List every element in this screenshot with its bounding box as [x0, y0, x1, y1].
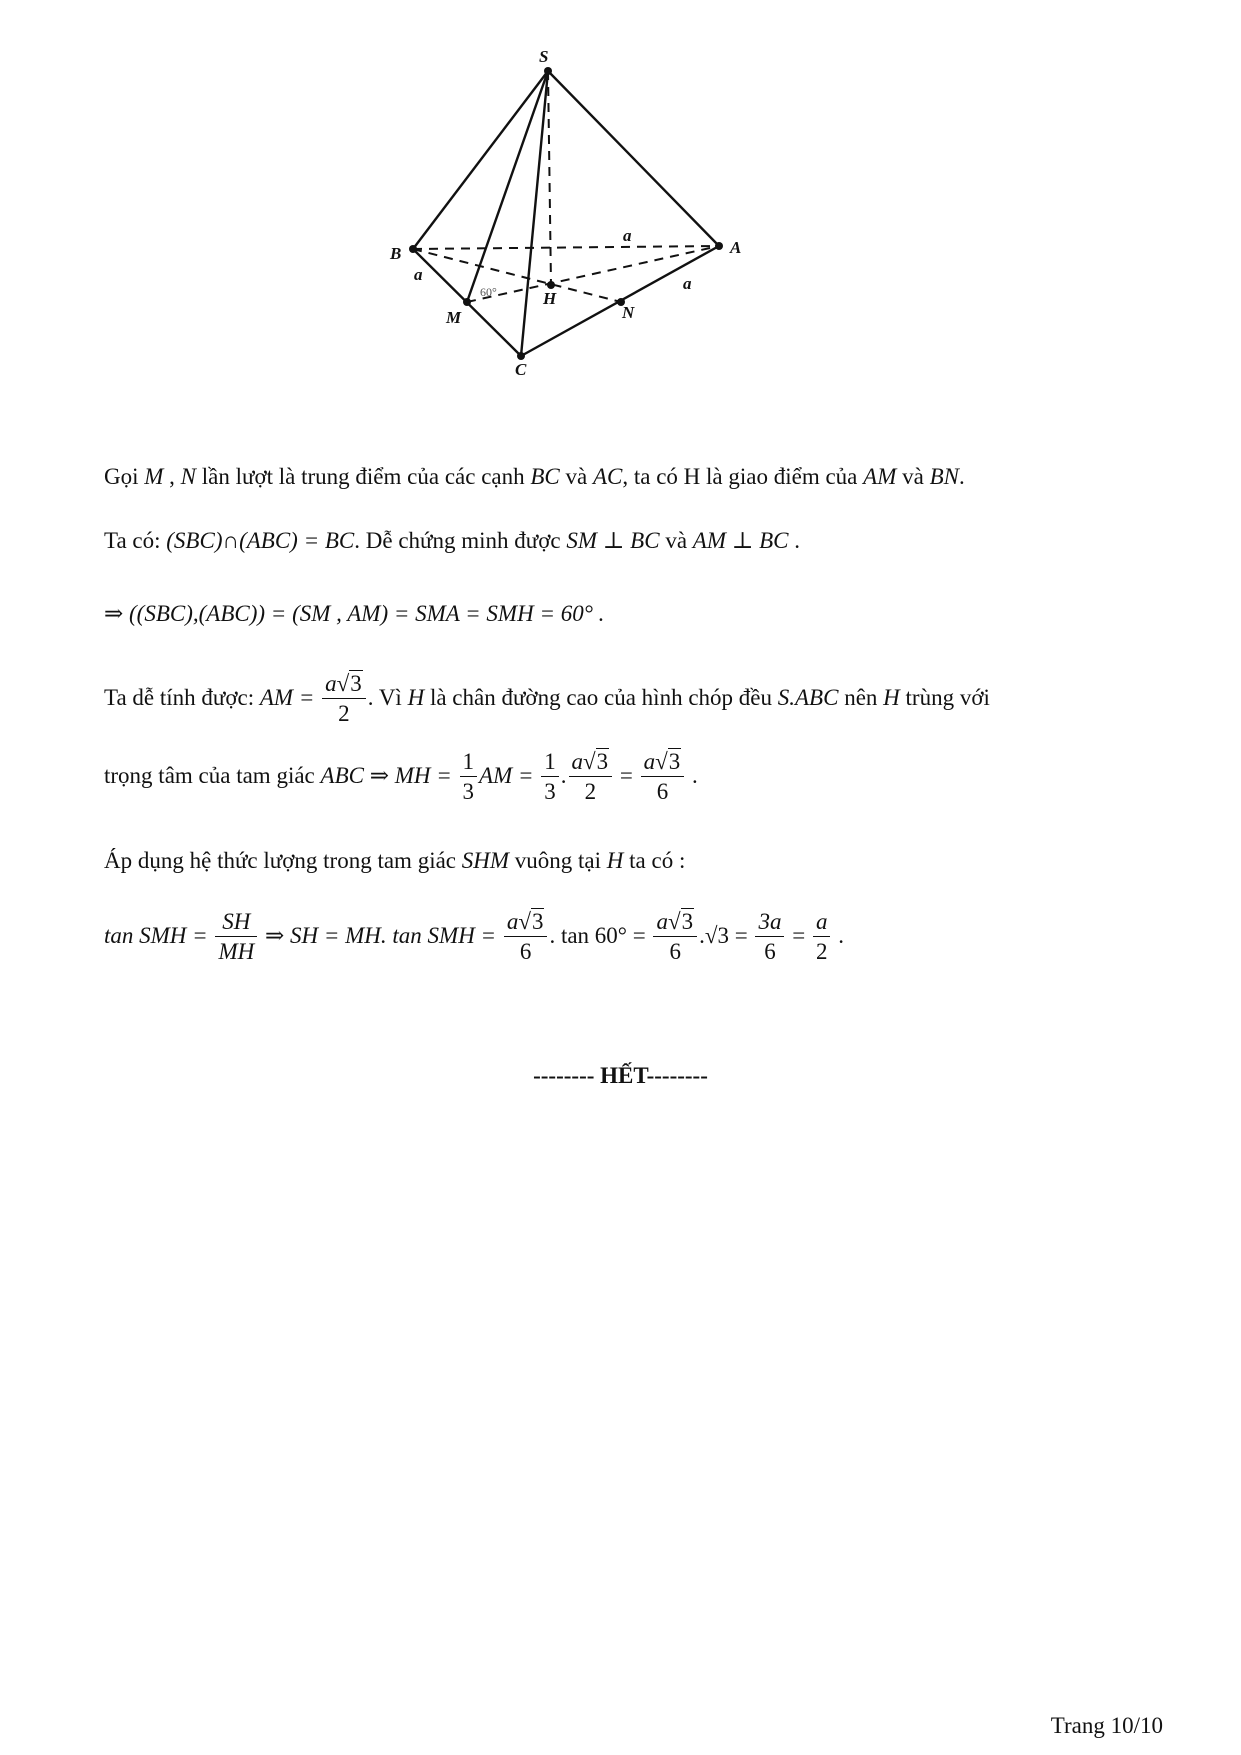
label-angle: 60°	[480, 285, 497, 299]
edge-sa	[548, 71, 719, 246]
fraction-a-sqrt3-over-2: $\frac{a√3}{2}$	[322, 670, 366, 729]
page-number: Trang 10/10	[1050, 1713, 1163, 1738]
point-s	[544, 67, 552, 75]
label-edge-bc: a	[414, 265, 423, 284]
label-n: N	[622, 303, 635, 322]
point-c	[517, 352, 525, 360]
label-h: H	[543, 289, 557, 308]
point-b	[409, 245, 417, 253]
end-marker: -------- HẾT--------	[533, 1063, 708, 1088]
text-line-7: tan SMH = $\frac{SH}{MH}$ ⇒ SH = MH. tan SMH = $\frac{a√3}{6}$ . tan 60° = $\frac{a√3}{6}$ .√3 = $\frac{3a}{6}$ = $\frac{a}{2}$ .	[104, 909, 844, 964]
segment-bn-dashed	[413, 249, 621, 302]
text-line-5: trọng tâm của tam giác ABC ⇒ MH = $\frac{1}{3}$ AM = $\frac{1}{3}$ . $\frac{a√3}{2}$ = $\frac{a√3}{6}$ .	[104, 749, 698, 804]
segment-ma-dashed	[467, 246, 719, 302]
label-s: S	[539, 47, 549, 66]
edge-sb	[413, 71, 548, 249]
edge-ba-dashed	[413, 246, 719, 249]
label-a: A	[730, 238, 742, 257]
label-b: B	[390, 244, 402, 263]
segment-sh-dashed	[548, 71, 551, 285]
label-edge-ab: a	[623, 226, 632, 245]
point-a	[715, 242, 723, 250]
text-line-4: Ta dễ tính được: AM = $\frac{a√3}{2}$ . Vì H là chân đường cao của hình chóp đều S.ABC nên H trùng với	[104, 670, 990, 729]
text-line-6: Áp dụng hệ thức lượng trong tam giác SHM vuông tại H ta có :	[104, 848, 686, 873]
point-h	[547, 281, 555, 289]
text-line-1: Gọi M , N lần lượt là trung điểm của các cạnh BC và AC, ta có H là giao điểm của AM và BN.	[104, 464, 965, 489]
label-edge-ac: a	[683, 274, 692, 293]
label-m: M	[446, 308, 462, 327]
label-c: C	[515, 360, 527, 379]
text-line-2: Ta có: (SBC)∩(ABC) = BC. Dễ chứng minh được SM ⊥ BC và AM ⊥ BC .	[104, 528, 801, 553]
edge-sm	[467, 71, 548, 302]
point-m	[463, 298, 471, 306]
edge-sc	[521, 71, 548, 356]
text-line-3: ⇒ ((SBC),(ABC)) = (SM , AM) = SMA = SMH = 60° .	[104, 601, 605, 626]
pyramid-figure	[390, 40, 840, 440]
